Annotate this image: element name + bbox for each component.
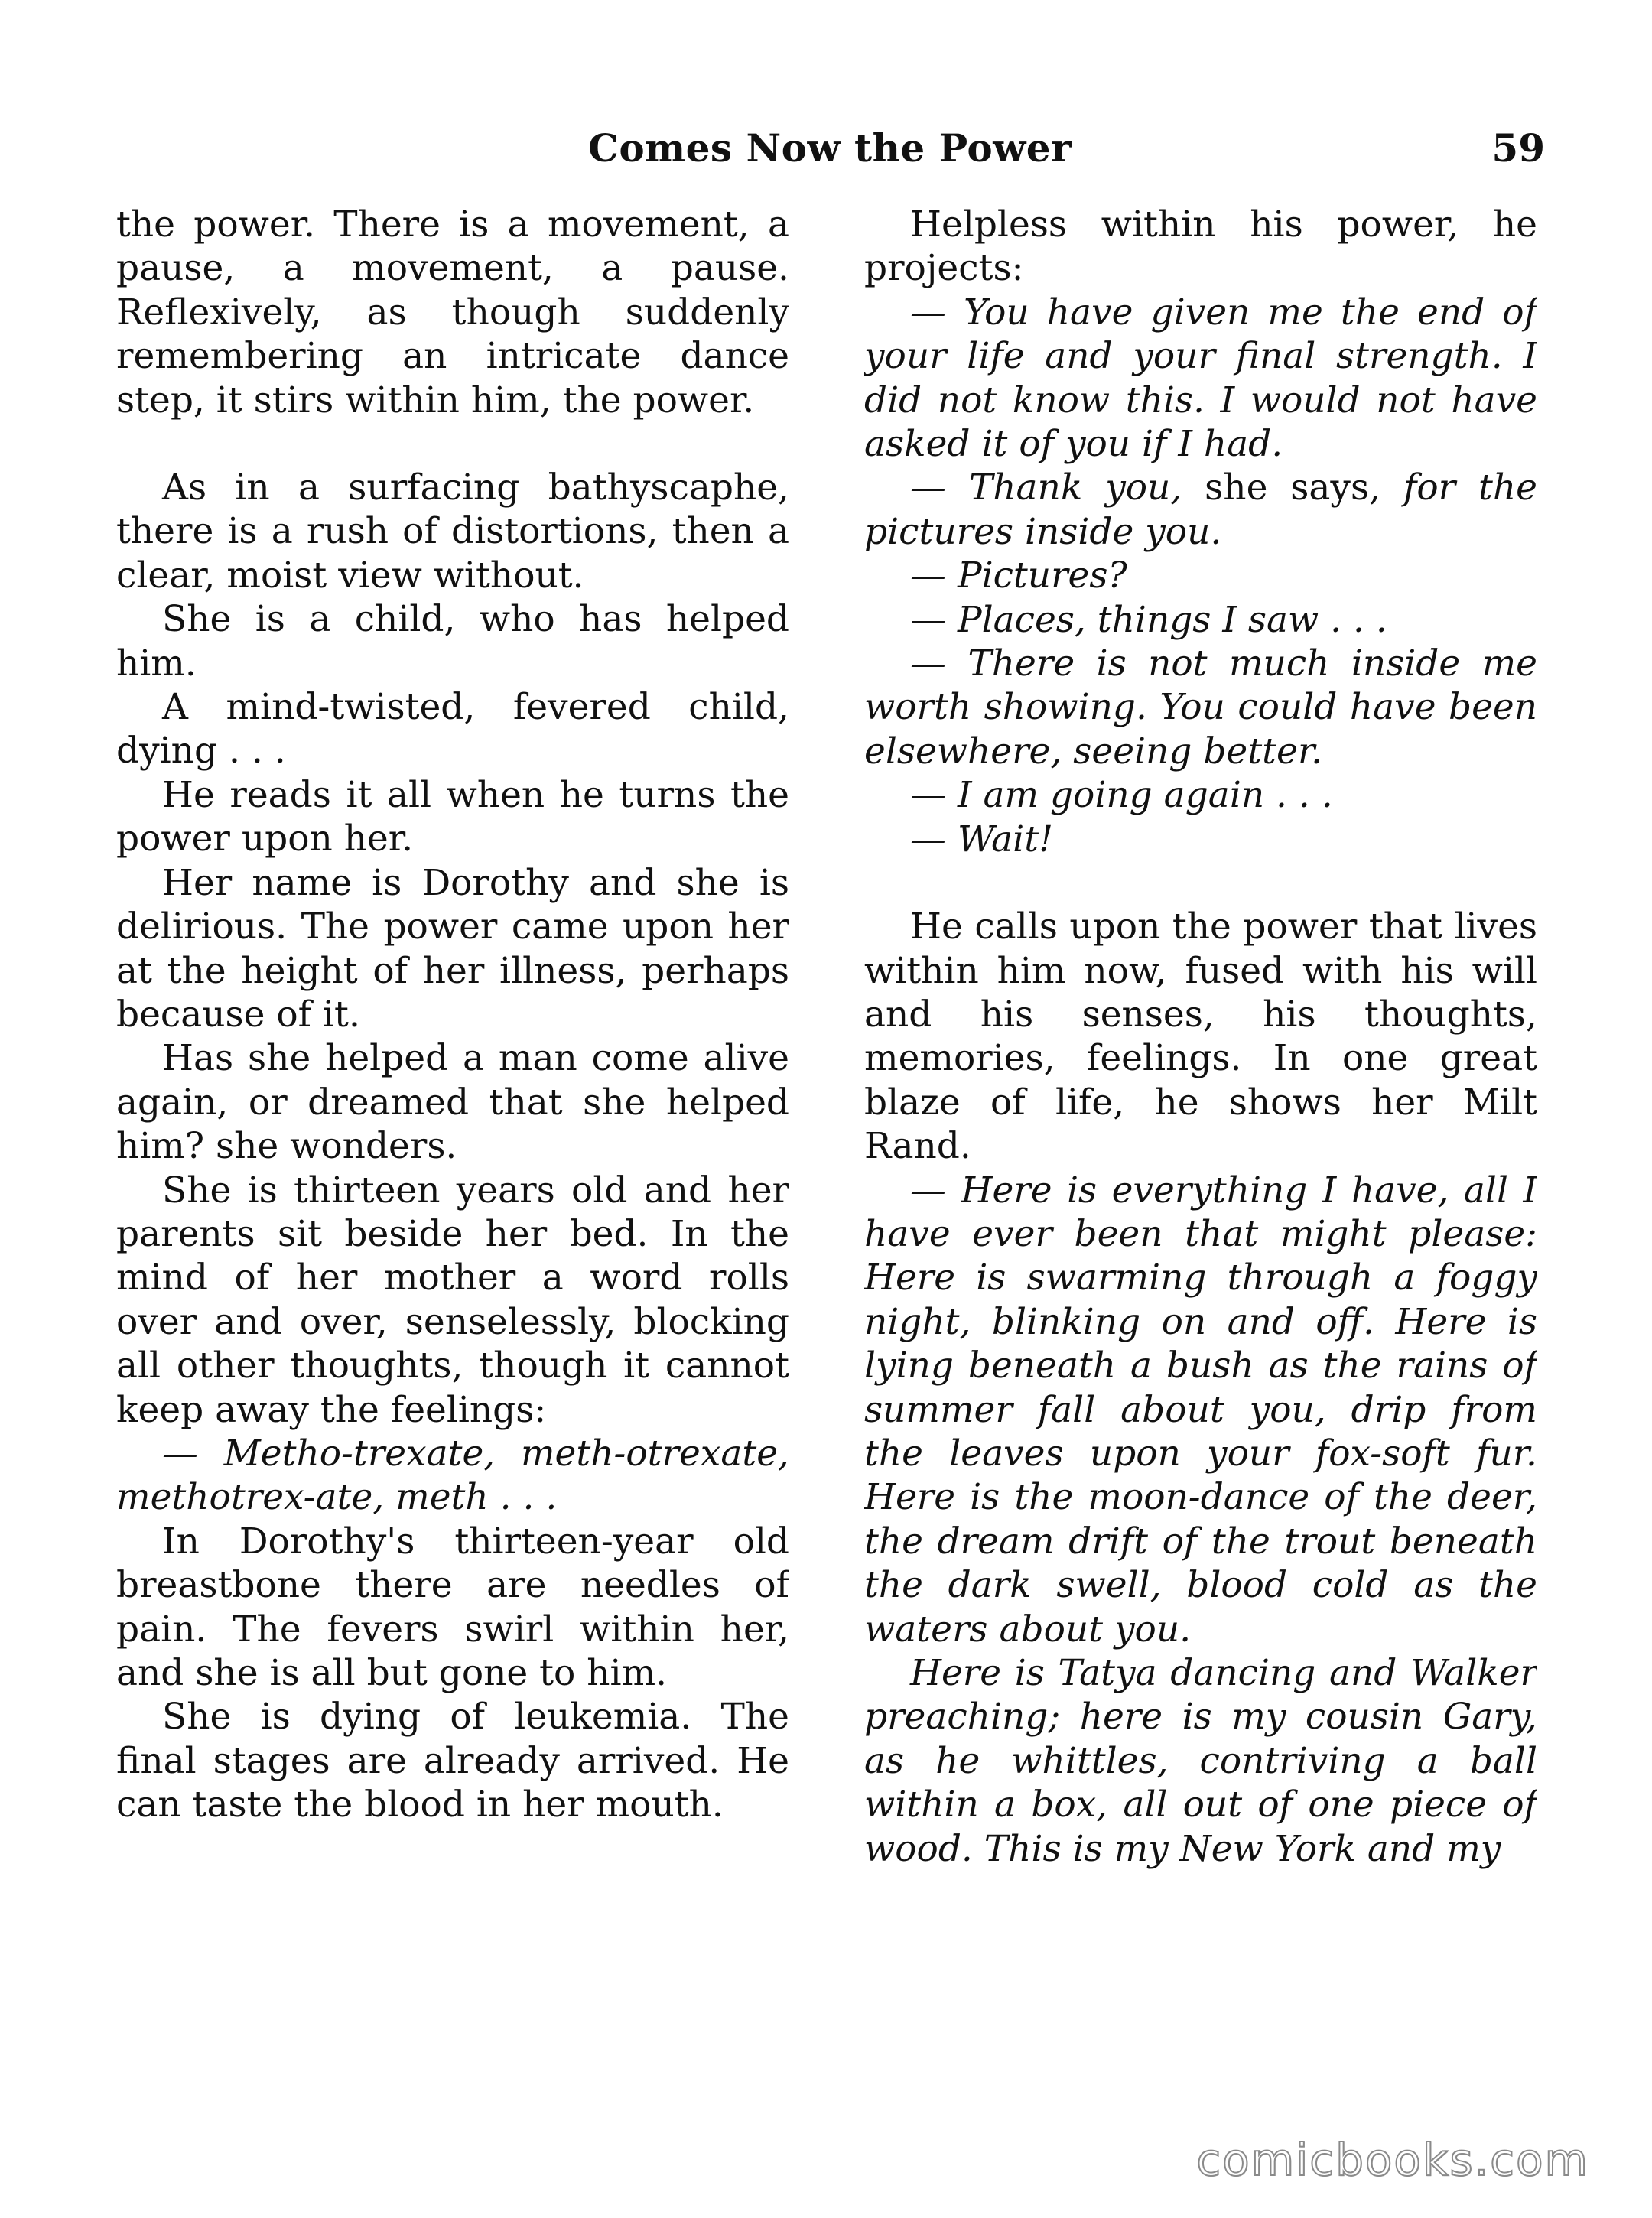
paragraph: Her name is Dorothy and she is delirious. The power came upon her at the height of her illness, perhaps because of it. — [116, 861, 789, 1036]
italic-paragraph: — Wait! — [910, 818, 1053, 860]
paragraph: She is dying of leukemia. The final stages are already arrived. He can taste the blood in her mouth. — [116, 1696, 789, 1826]
page-header — [115, 115, 1545, 184]
italic-paragraph: — Metho-trexate, meth-otrexate, methotrex-ate, meth . . . — [116, 1432, 789, 1519]
page-number: 59 — [1491, 125, 1545, 171]
italic-paragraph: — You have given me the end of your life and your final strength. I did not know this. I would not have asked it of you if I had. — [864, 291, 1537, 466]
watermark-logo: comicbooks.com — [1196, 2134, 1589, 2186]
paragraph: the power. There is a movement, a pause, a movement, a pause. Reflexively, as though suddenly remembering an intricate dance step, it stirs within him, the power. — [116, 203, 789, 421]
paragraph: Has she helped a man come alive again, or dreamed that she helped him? she wonders. — [116, 1037, 789, 1168]
section-break — [864, 861, 1537, 905]
italic-paragraph: — Places, things I saw . . . — [910, 598, 1387, 641]
paragraph: He calls upon the power that lives within him now, fused with his will and his senses, his thoughts, memories, feelings. In one great blaze of life, he shows her Milt Rand. — [864, 906, 1537, 1168]
running-title: Comes Now the Power — [588, 125, 1072, 171]
paragraph: A mind-twisted, fevered child, dying . . . — [116, 686, 789, 772]
left-column — [116, 203, 789, 2069]
paragraph: He reads it all when he turns the power upon her. — [116, 773, 789, 860]
italic-paragraph: — There is not much inside me worth showing. You could have been elsewhere, seeing better. — [864, 642, 1537, 772]
section-break — [116, 422, 789, 466]
paragraph: She is a child, who has helped him. — [116, 598, 789, 685]
paragraph: In Dorothy's thirteen-year old breastbone there are needles of pain. The fevers swirl within her, and she is all but gone to him. — [116, 1520, 789, 1694]
italic-paragraph: — Here is everything I have, all I have ever been that might please: Here is swarming through a foggy night, blinking on and off. Here is lying beneath a bush as the rains of summer fall about you, drip from the leaves upon your fox-soft fur. Here is the moon-dance of the deer, the dream drift of the trout beneath the dark swell, blood cold as the waters about you. — [864, 1169, 1537, 1650]
dialogue-italic: for the pictures inside you. — [864, 467, 1537, 553]
italic-paragraph: — I am going again . . . — [910, 774, 1333, 817]
dialogue-paragraph — [864, 466, 1537, 554]
paragraph: She is thirteen years old and her parents sit beside her bed. In the mind of her mother a word rolls over and over, senselessly, blocking all other thoughts, though it cannot keep away the feelings: — [116, 1169, 789, 1431]
right-column — [864, 203, 1537, 2069]
paragraph: As in a surfacing bathyscaphe, there is a rush of distortions, then a clear, moist view without. — [116, 467, 789, 597]
dialogue-tag: she says, — [1182, 467, 1403, 509]
italic-paragraph: Here is Tatya dancing and Walker preaching; here is my cousin Gary, as he whittles, contriving a ball within a box, all out of one piece of wood. This is my New York and my — [864, 1652, 1537, 1870]
paragraph: Helpless within his power, he projects: — [864, 203, 1537, 290]
italic-paragraph: — Pictures? — [910, 554, 1127, 597]
dialogue-italic: — Thank you, — [910, 467, 1182, 509]
